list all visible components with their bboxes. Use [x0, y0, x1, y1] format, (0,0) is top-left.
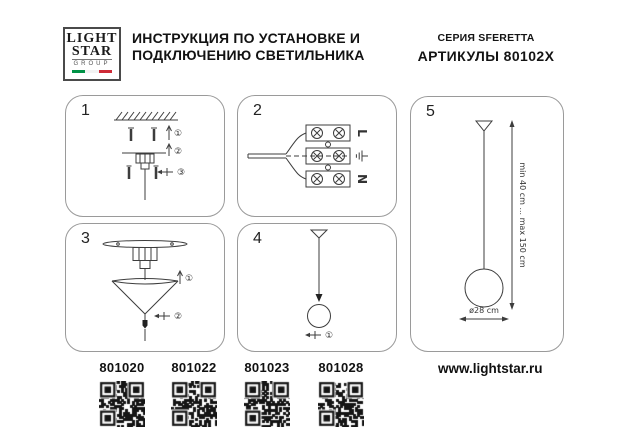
- diameter-dimension-label: ø28 cm: [469, 306, 499, 315]
- flag-red-stripe: [99, 70, 112, 73]
- step-2-panel: [237, 95, 397, 217]
- cable-lock-screw: [143, 320, 148, 329]
- step-marker-2: ②: [174, 312, 183, 322]
- article-code: 801022: [171, 360, 217, 375]
- step-3-diagram: [66, 224, 224, 351]
- dimensions-panel: [410, 96, 564, 352]
- qr-code: [318, 381, 364, 427]
- glass-sphere: [308, 305, 331, 328]
- mains-cable: [248, 154, 286, 158]
- article-code: 801028: [318, 360, 364, 375]
- ceiling-hatch: [116, 112, 176, 120]
- qr-code: [244, 381, 290, 427]
- arrow-up-icon: [178, 271, 183, 284]
- articles-label: АРТИКУЛЫ 80102X: [417, 48, 555, 64]
- cone-canopy: [112, 279, 178, 315]
- product-info: [412, 32, 560, 64]
- step-marker-1: ①: [174, 129, 183, 139]
- step-number: 1: [81, 102, 90, 119]
- neutral-label: N: [355, 173, 369, 185]
- glass-sphere: [465, 269, 503, 307]
- screwdriver-icon: [305, 331, 321, 339]
- screwdriver-icon: [157, 168, 173, 176]
- step-4-diagram: [238, 224, 396, 351]
- series-label: СЕРИЯ SFERETTA: [437, 32, 535, 44]
- arrow-up-icon: [167, 126, 172, 140]
- wall-anchor-icon: [128, 128, 157, 141]
- dimensions-diagram: [411, 97, 563, 351]
- article-column: [311, 360, 371, 427]
- earth-ground-icon: [356, 151, 368, 162]
- logo-word-star: STAR: [71, 44, 113, 59]
- screwdriver-icon: [154, 312, 170, 320]
- article-code: 801020: [99, 360, 145, 375]
- website-url: www.lightstar.ru: [438, 361, 543, 376]
- article-column: [164, 360, 224, 427]
- logo-word-light: LIGHT: [66, 31, 118, 46]
- brand-logo: [63, 27, 121, 81]
- step-marker-3: ③: [177, 168, 186, 178]
- article-column: [92, 360, 152, 427]
- live-label: L: [355, 129, 369, 137]
- live-wire: [286, 133, 306, 154]
- arrow-down-icon: [316, 294, 323, 302]
- page-title: [132, 30, 365, 64]
- step-number: 4: [253, 230, 262, 247]
- mounting-bracket: [136, 154, 154, 169]
- qr-code: [171, 381, 217, 427]
- flag-white-stripe: [85, 70, 98, 73]
- step-2-diagram: [238, 96, 396, 216]
- step-3-panel: [65, 223, 225, 352]
- step-number: 5: [426, 103, 435, 120]
- step-1-diagram: [66, 96, 224, 216]
- title-line-1: ИНСТРУКЦИЯ ПО УСТАНОВКЕ И: [132, 30, 361, 46]
- cone-canopy: [311, 230, 327, 238]
- step-number: 2: [253, 102, 262, 119]
- neutral-wire: [286, 158, 306, 179]
- article-column: [237, 360, 297, 427]
- ceiling-plate: [103, 241, 187, 248]
- step-marker-1: ①: [325, 331, 334, 341]
- step-4-panel: [237, 223, 397, 352]
- qr-code: [99, 381, 145, 427]
- diameter-dimension-arrow: [459, 317, 509, 322]
- step-marker-1: ①: [185, 274, 194, 284]
- title-line-2: ПОДКЛЮЧЕНИЮ СВЕТИЛЬНИКА: [132, 47, 365, 63]
- height-dimension-label: min 40 cm ... max 150 cm: [518, 162, 527, 268]
- step-marker-2: ②: [174, 147, 183, 157]
- flag-green-stripe: [72, 70, 85, 73]
- mounting-bracket: [133, 248, 157, 269]
- article-code: 801023: [244, 360, 290, 375]
- italian-flag-icon: [72, 70, 112, 73]
- screw-icon: [127, 166, 159, 179]
- arrow-up-icon: [167, 144, 172, 156]
- step-number: 3: [81, 230, 90, 247]
- height-dimension-arrow: [510, 120, 515, 310]
- logo-divider: [72, 59, 112, 60]
- logo-word-group: GROUP: [73, 61, 111, 67]
- step-1-panel: [65, 95, 225, 217]
- cone-canopy: [476, 121, 492, 131]
